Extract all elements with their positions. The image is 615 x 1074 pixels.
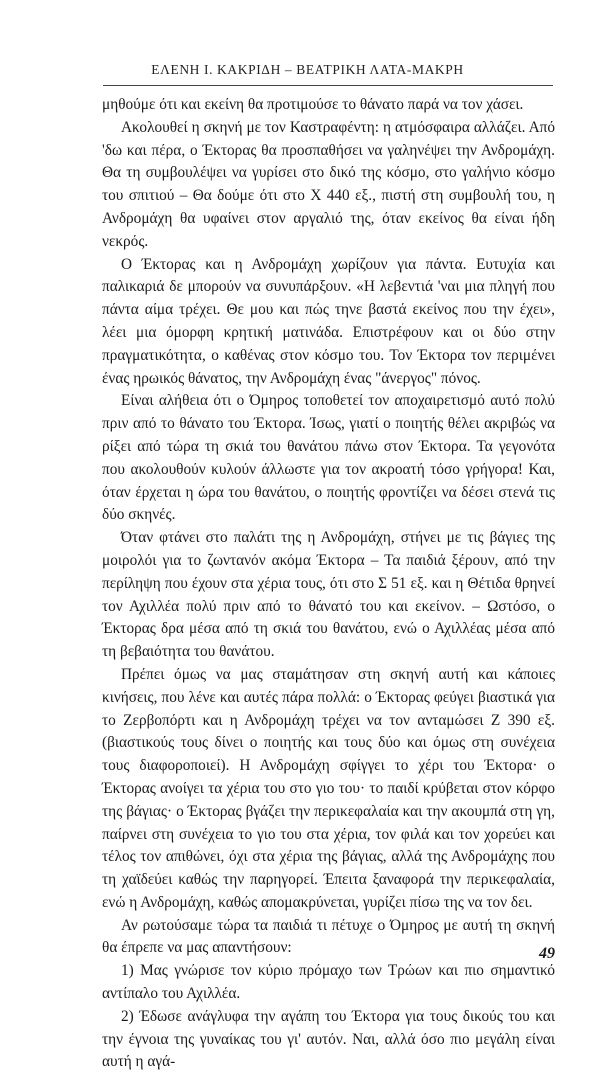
- running-header: ΕΛΕΝΗ Ι. ΚΑΚΡΙΔΗ – ΒΕΑΤΡΙΚΗ ΛΑΤΑ-ΜΑΚΡΗ: [151, 62, 464, 77]
- list-item: 1) Μας γνώρισε τον κύριο πρόμαχο των Τρώων και πιο σημαντικό αντίπαλο του Αχιλλέα.: [102, 962, 555, 1003]
- header-divider: [103, 85, 553, 86]
- paragraph: Πρέπει όμως να μας σταμάτησαν στη σκηνή αυτή και κάποιες κινήσεις, που λένε και αυτές πάρα πολλά: ο Έκτορας φεύγει βιαστικά για το Ζερβοπόρτι και η Ανδρομάχη τρέχει να τον ανταμώσει Ζ 390 εξ. (βιαστικούς τους δίνει ο ποιητής και τους δύο και όμως στη συνέχεια τους διαφοροποιεί). Η Ανδρομάχη σφίγγει το χέρι του Έκτορα· ο Έκτορας ανοίγει τα χέρια του στο γιο του· το παιδί κρύβεται στον κόρφο της βάγιας· ο Έκτορας βγάζει την περικεφαλαία και την ακουμπά στη γη, παίρνει στη συνέχεια το γιο του στα χέρια, τον φιλά και τον χορεύει και τέλος τον απιθώνει, όχι στα χέρια της βάγιας, αλλά της Ανδρομάχης που τη χαϊδεύει καθώς την παρηγορεί. Έπειτα ξαναφορά την περικεφαλαία, ενώ η Ανδρομάχη, καθώς απομακρύνεται, γυρίζει πίσω της να τον δει.: [102, 665, 555, 911]
- paragraph-continuation: μηθούμε ότι και εκείνη θα προτιμούσε το θάνατο παρά να τον χάσει.: [102, 96, 524, 113]
- paragraph: Όταν φτάνει στο παλάτι της η Ανδρομάχη, στήνει με τις βάγιες της μοιρολόι για το ζωντανόν ακόμα Έκτορα – Τα παιδιά ξέρουν, από την περίληψη που έχουν στα χέρια τους, ότι στο Σ 51 εξ. και η Θέτιδα θρηνεί τον Αχιλλέα πολύ πριν από το θάνατό του και εκείνον. – Ωστόσο, ο Έκτορας δρα μέσα από τη σκιά του θανάτου, ενώ ο Αχιλλέας μέσα από τη βεβαιότητα του θανάτου.: [102, 529, 555, 661]
- paragraph: Ακολουθεί η σκηνή με τον Καστραφέντη: η ατμόσφαιρα αλλάζει. Από 'δω και πέρα, ο Έκτορας θα προσπαθήσει να γαληνέψει την Ανδρομάχη. Θα τη συμβουλέψει να γυρίσει στο δικό της κόσμο, στο γαλήνιο κόσμο του σπιτιού – Θα δούμε ότι στο Χ 440 εξ., πιστή στη συμβουλή του, η Ανδρομάχη θα υφαίνει στον αργαλιό της, όταν εκείνος θα είναι ήδη νεκρός.: [102, 118, 555, 250]
- body-text: [102, 94, 555, 1074]
- paragraph: Είναι αλήθεια ότι ο Όμηρος τοποθετεί τον αποχαιρετισμό αυτό πολύ πριν από το θάνατο του Έκτορα. Ίσως, γιατί ο ποιητής θέλει ακριβώς να ρίξει από τώρα τη σκιά του θανάτου πάνω στον Έκτορα. Τα γεγονότα που ακολουθούν κυλούν άλλωστε για τον ακροατή τόσο γρήγορα! Και, όταν έρχεται η ώρα του θανάτου, ο ποιητής φροντίζει να δέσει στενά τις δύο σκηνές.: [102, 392, 555, 524]
- list-item: 2) Έδωσε ανάγλυφα την αγάπη του Έκτορα για τους δικούς του και την έγνοια της γυναίκας του γι' αυτόν. Ναι, αλλά όσο πιο μεγάλη είναι αυτή η αγά-: [102, 1007, 555, 1071]
- page-number: 49: [539, 945, 555, 962]
- paragraph: Ο Έκτορας και η Ανδρομάχη χωρίζουν για πάντα. Ευτυχία και παλικαριά δε μπορούν να συνυπάρξουν. «Η λεβεντιά 'ναι μια πληγή που πάντα αίμα τρέχει. Θε μου και πώς τηνε βαστά εκείνος που την έχει», λέει μια όμορφη κρητική ματινάδα. Επιστρέφουν και οι δύο στην πραγματικότητα, ο καθένας στον κόσμο του. Τον Έκτορα τον περιμένει ένας ηρωικός θάνατος, την Ανδρομάχη ένας "άνεργος" πόνος.: [102, 255, 555, 387]
- paragraph: Αν ρωτούσαμε τώρα τα παιδιά τι πέτυχε ο Όμηρος με αυτή τη σκηνή θα έπρεπε να μας απαντήσουν:: [102, 916, 555, 957]
